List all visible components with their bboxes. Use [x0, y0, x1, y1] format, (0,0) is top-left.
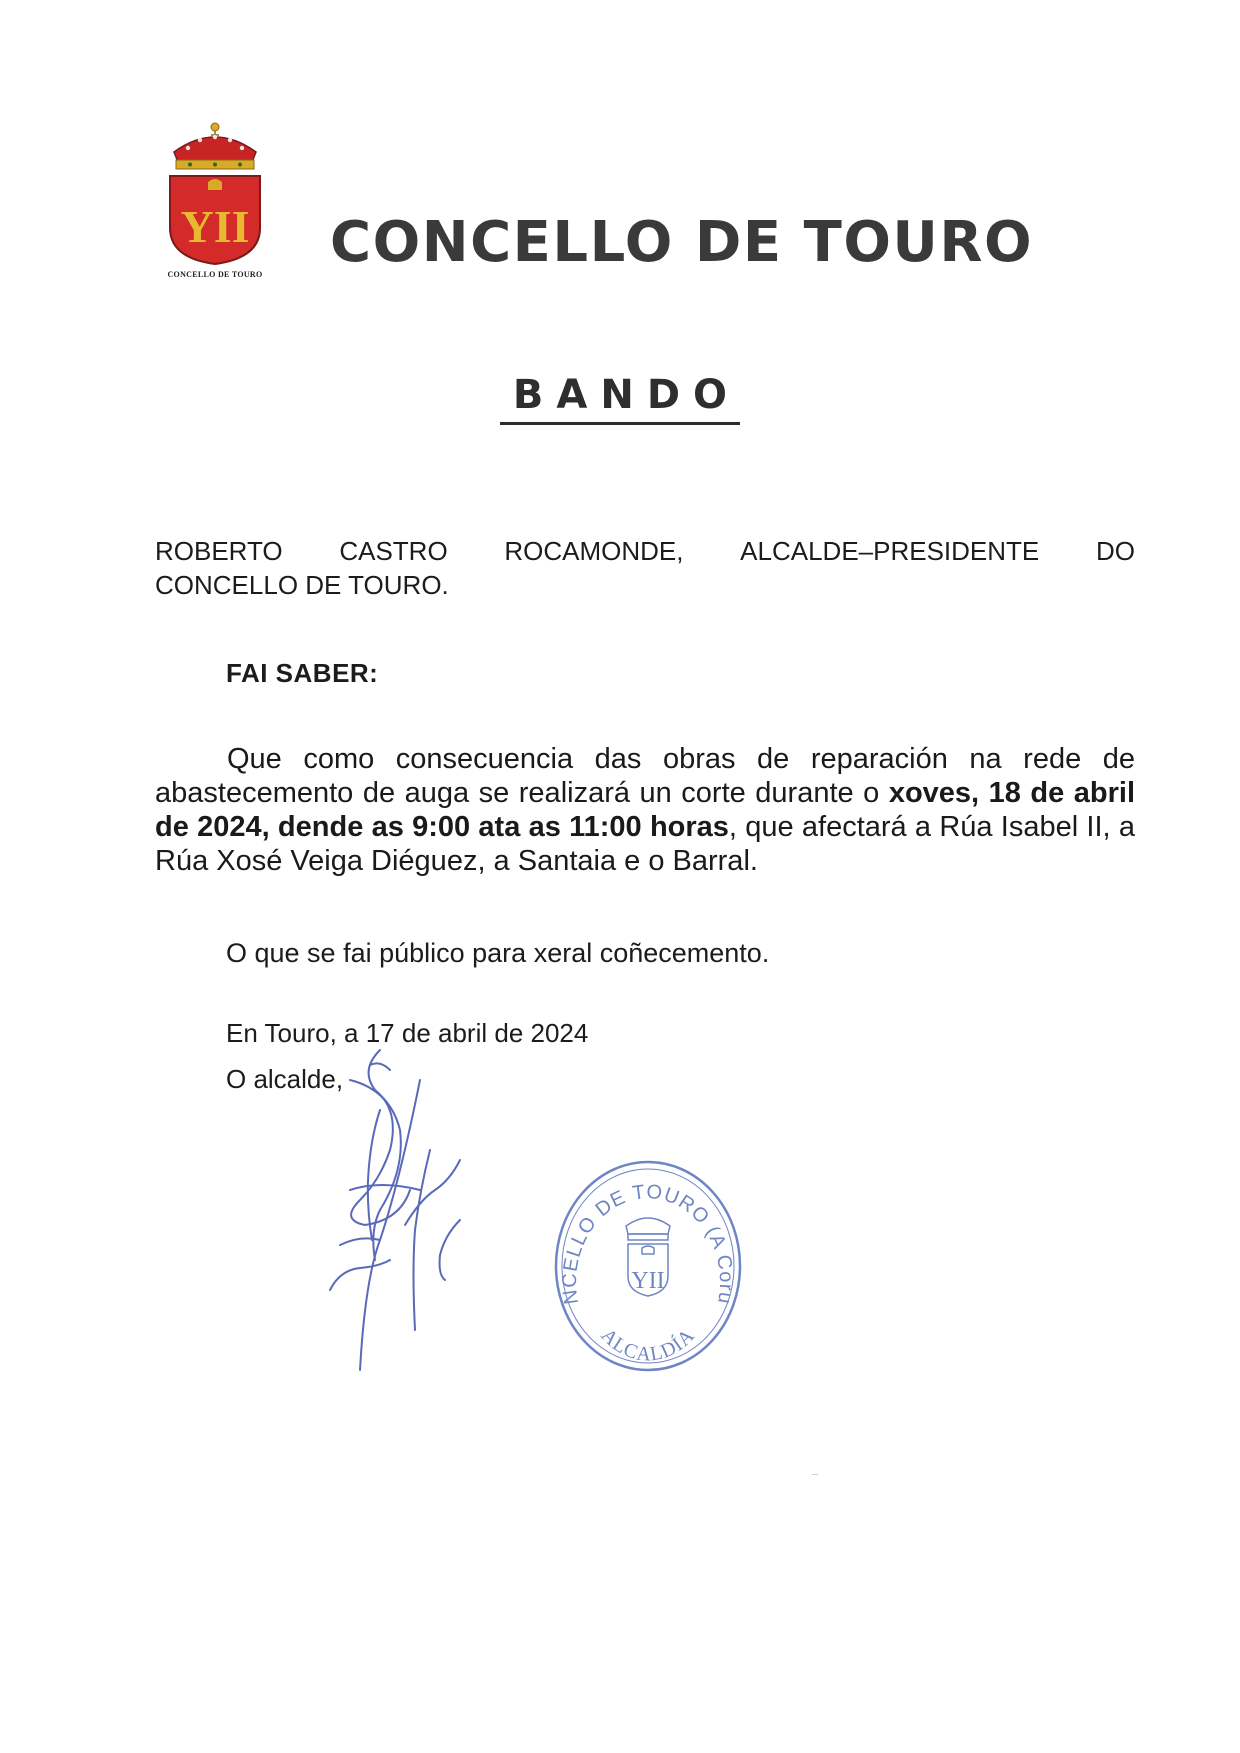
announcement-body [155, 742, 1135, 878]
body-part-1: Que como consecuencia das obras de reparación na rede de abastecemento de auga se realizará un corte durante o [155, 743, 1135, 809]
municipal-crest-logo [160, 118, 270, 288]
handwritten-signature [320, 1040, 500, 1400]
body-bold-datetime: xoves, 18 de abril de 2024, dende as 9:00 ata as 11:00 horas [155, 777, 1135, 843]
issuer-intro [155, 534, 1135, 602]
intro-word: ROBERTO [155, 536, 283, 566]
svg-text:YII: YII [180, 201, 250, 252]
body-part-2: , que afectará a Rúa Isabel II, a Rúa Xosé Veiga Diéguez, a Santaia e o Barral. [155, 811, 1135, 877]
crest-caption: CONCELLO DE TOURO [167, 270, 263, 279]
issuer-line-2: CONCELLO DE TOURO. [155, 570, 449, 600]
svg-text:CONCELLO DE TOURO (A Coruña): NCELLO DE TOURO (A Coru [558, 1180, 738, 1307]
issuer-line-1 [155, 534, 1135, 568]
intro-word: ALCALDE–PRESIDENTE [740, 536, 1040, 566]
document-title [0, 372, 1240, 425]
intro-word: DO [1095, 536, 1135, 566]
closing-line: O que se fai público para xeral coñecemento. [226, 938, 770, 968]
signer-title: O alcalde, [226, 1064, 344, 1094]
intro-word: CASTRO [339, 536, 448, 566]
shield-icon [170, 176, 260, 264]
date-line: En Touro, a 17 de abril de 2024 [226, 1018, 589, 1048]
svg-text:ALCALDÍA: ALCALDÍA [596, 1324, 700, 1366]
crown-icon [174, 123, 256, 169]
svg-text:YII: YII [631, 1268, 665, 1294]
announce-heading: FAI SABER: [226, 658, 379, 688]
organization-title: CONCELLO DE TOURO [330, 210, 1034, 275]
intro-word: ROCAMONDE, [504, 536, 684, 566]
document-title-text: BANDO [500, 372, 740, 425]
official-seal [548, 1152, 748, 1380]
scan-artifact [812, 1474, 818, 1475]
